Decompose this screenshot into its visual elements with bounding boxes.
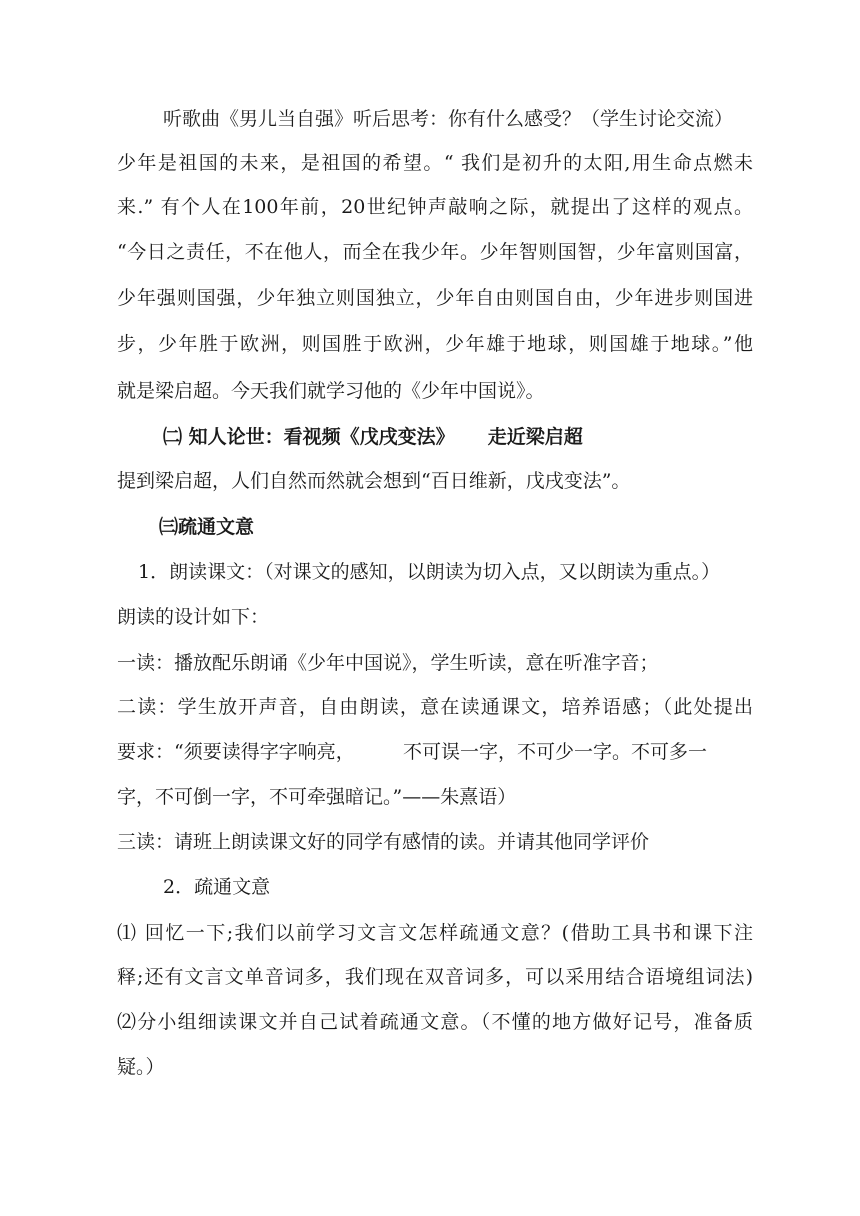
text-line: 就是梁启超。今天我们就学习他的《少年中国说》。 <box>117 380 545 402</box>
text-line: 提到梁启超，人们自然而然就会想到“百日维新，戊戌变法”。 <box>117 470 631 492</box>
text-line: 1．朗读课文：（对课文的感知，以朗读为切入点，又以朗读为重点。） <box>138 561 721 583</box>
text-line: 2．疏通文意 <box>163 876 271 898</box>
text-line: 来.” 有个人在100年前，20世纪钟声敲响之际，就提出了这样的观点。 <box>117 196 753 218</box>
text-line: ⑴ 回忆一下;我们以前学习文言文怎样疏通文意？(借助工具书和课下注 <box>117 922 753 944</box>
text-line: 要求：“须要读得字字响亮， 不可误一字，不可少一字。不可多一 <box>117 741 708 763</box>
section-heading: ㈢疏通文意 <box>159 516 255 538</box>
text-line: 步，少年胜于欧洲，则国胜于欧洲，少年雄于地球，则国雄于地球。”他 <box>117 333 753 355</box>
text-line: 释;还有文言文单音词多，我们现在双音词多，可以采用结合语境组词法) <box>117 966 753 988</box>
text-line: 听歌曲《男儿当自强》听后思考：你有什么感受？（学生讨论交流） <box>163 108 734 130</box>
text-line: 一读：播放配乐朗诵《少年中国说》，学生听读，意在听准字音； <box>117 652 659 674</box>
text-line: 少年强则国强，少年独立则国独立，少年自由则国自由，少年进步则国进 <box>117 287 753 309</box>
text-line: 三读：请班上朗读课文好的同学有感情的读。并请其他同学评价 <box>117 831 650 853</box>
section-heading: ㈡ 知人论世：看视频《戊戌变法》 走近梁启超 <box>163 426 583 448</box>
text-line: 少年是祖国的未来，是祖国的希望。“ 我们是初升的太阳,用生命点燃未 <box>117 152 753 174</box>
text-line: ⑵分小组细读课文并自己试着疏通文意。（不懂的地方做好记号，准备质 <box>117 1011 753 1033</box>
text-line: 疑。） <box>117 1056 165 1078</box>
text-line: “今日之责任，不在他人，而全在我少年。少年智则国智，少年富则国富， <box>117 241 753 263</box>
text-line: 朗读的设计如下： <box>117 606 270 628</box>
text-line: 字，不可倒一字，不可牵强暗记。”——朱熹语） <box>117 786 517 808</box>
text-line: 二读：学生放开声音，自由朗读，意在读通课文，培养语感；（此处提出 <box>117 696 753 718</box>
